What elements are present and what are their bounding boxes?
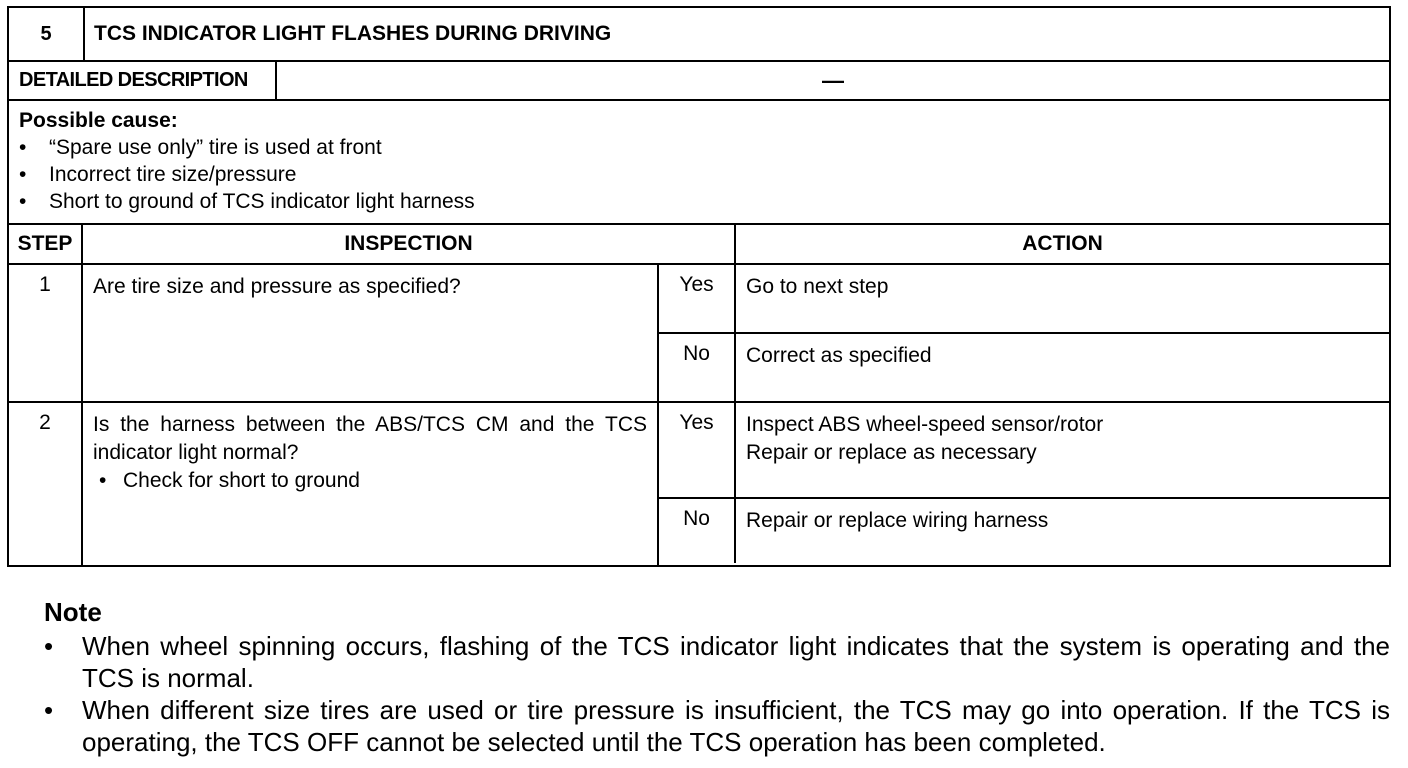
note-item bbox=[44, 630, 1390, 694]
answers-cell bbox=[659, 265, 1389, 401]
note-title: Note bbox=[44, 597, 102, 627]
yes-label: Yes bbox=[659, 403, 736, 497]
inspection-question: Are tire size and pressure as specified? bbox=[93, 275, 461, 298]
cause-text: Incorrect tire size/pressure bbox=[49, 163, 297, 186]
answers-cell bbox=[659, 403, 1389, 565]
cause-item bbox=[19, 188, 1379, 215]
no-label: No bbox=[659, 334, 736, 401]
note-text: When wheel spinning occurs, flashing of the TCS indicator light indicates that the system is operating and the TCS is normal. bbox=[82, 631, 1390, 693]
bullet-icon: • bbox=[19, 190, 27, 213]
step-row-2 bbox=[9, 403, 1389, 565]
troubleshooting-table bbox=[7, 6, 1391, 567]
symptom-number: 5 bbox=[9, 8, 85, 60]
inspection-cell bbox=[83, 265, 659, 401]
bullet-icon: • bbox=[19, 136, 27, 159]
header-step: STEP bbox=[9, 225, 83, 263]
detailed-description-row bbox=[9, 62, 1389, 101]
sub-item-text: Check for short to ground bbox=[123, 469, 360, 492]
note-text: When different size tires are used or tire pressure is insufficient, the TCS may go into operation. If the TCS is operating, the TCS OFF cannot be selected until the TCS operation has been completed. bbox=[82, 695, 1390, 757]
action-line: Repair or replace as necessary bbox=[746, 441, 1037, 464]
possible-cause-section bbox=[9, 101, 1389, 225]
bullet-icon: • bbox=[19, 163, 27, 186]
cause-item bbox=[19, 161, 1379, 188]
answer-yes bbox=[659, 265, 1389, 334]
no-action: Repair or replace wiring harness bbox=[746, 509, 1049, 532]
answer-yes bbox=[659, 403, 1389, 499]
note-item bbox=[44, 694, 1390, 758]
step-number: 2 bbox=[9, 403, 83, 565]
title-row bbox=[9, 8, 1389, 62]
no-label: No bbox=[659, 499, 736, 563]
action-line: Go to next step bbox=[746, 275, 889, 298]
detailed-description-value: — bbox=[822, 67, 844, 93]
table-header-row bbox=[9, 225, 1389, 265]
inspection-cell bbox=[83, 403, 659, 565]
header-action: ACTION bbox=[1022, 232, 1103, 255]
yes-label: Yes bbox=[659, 265, 736, 332]
possible-cause-title: Possible cause: bbox=[19, 109, 178, 132]
bullet-icon: • bbox=[44, 695, 54, 725]
cause-text: “Spare use only” tire is used at front bbox=[49, 136, 382, 159]
detailed-description-label: DETAILED DESCRIPTION bbox=[9, 62, 277, 99]
header-inspection: INSPECTION bbox=[83, 225, 736, 263]
step-row-1 bbox=[9, 265, 1389, 403]
answer-no bbox=[659, 499, 1389, 563]
cause-text: Short to ground of TCS indicator light harness bbox=[49, 190, 475, 213]
step-number: 1 bbox=[9, 265, 83, 401]
no-action: Correct as specified bbox=[746, 343, 932, 367]
yes-action bbox=[736, 265, 1389, 332]
bullet-icon: • bbox=[44, 631, 54, 661]
symptom-title: TCS INDICATOR LIGHT FLASHES DURING DRIVING bbox=[94, 22, 612, 45]
note-section bbox=[44, 596, 1390, 758]
action-line: Inspect ABS wheel-speed sensor/rotor bbox=[746, 413, 1104, 436]
bullet-icon: • bbox=[99, 469, 107, 492]
inspection-sub-item bbox=[93, 467, 647, 495]
answer-no bbox=[659, 334, 1389, 401]
yes-action bbox=[736, 403, 1389, 497]
inspection-question: Is the harness between the ABS/TCS CM and the TCS indicator light normal? bbox=[93, 413, 647, 464]
cause-item bbox=[19, 134, 1379, 161]
